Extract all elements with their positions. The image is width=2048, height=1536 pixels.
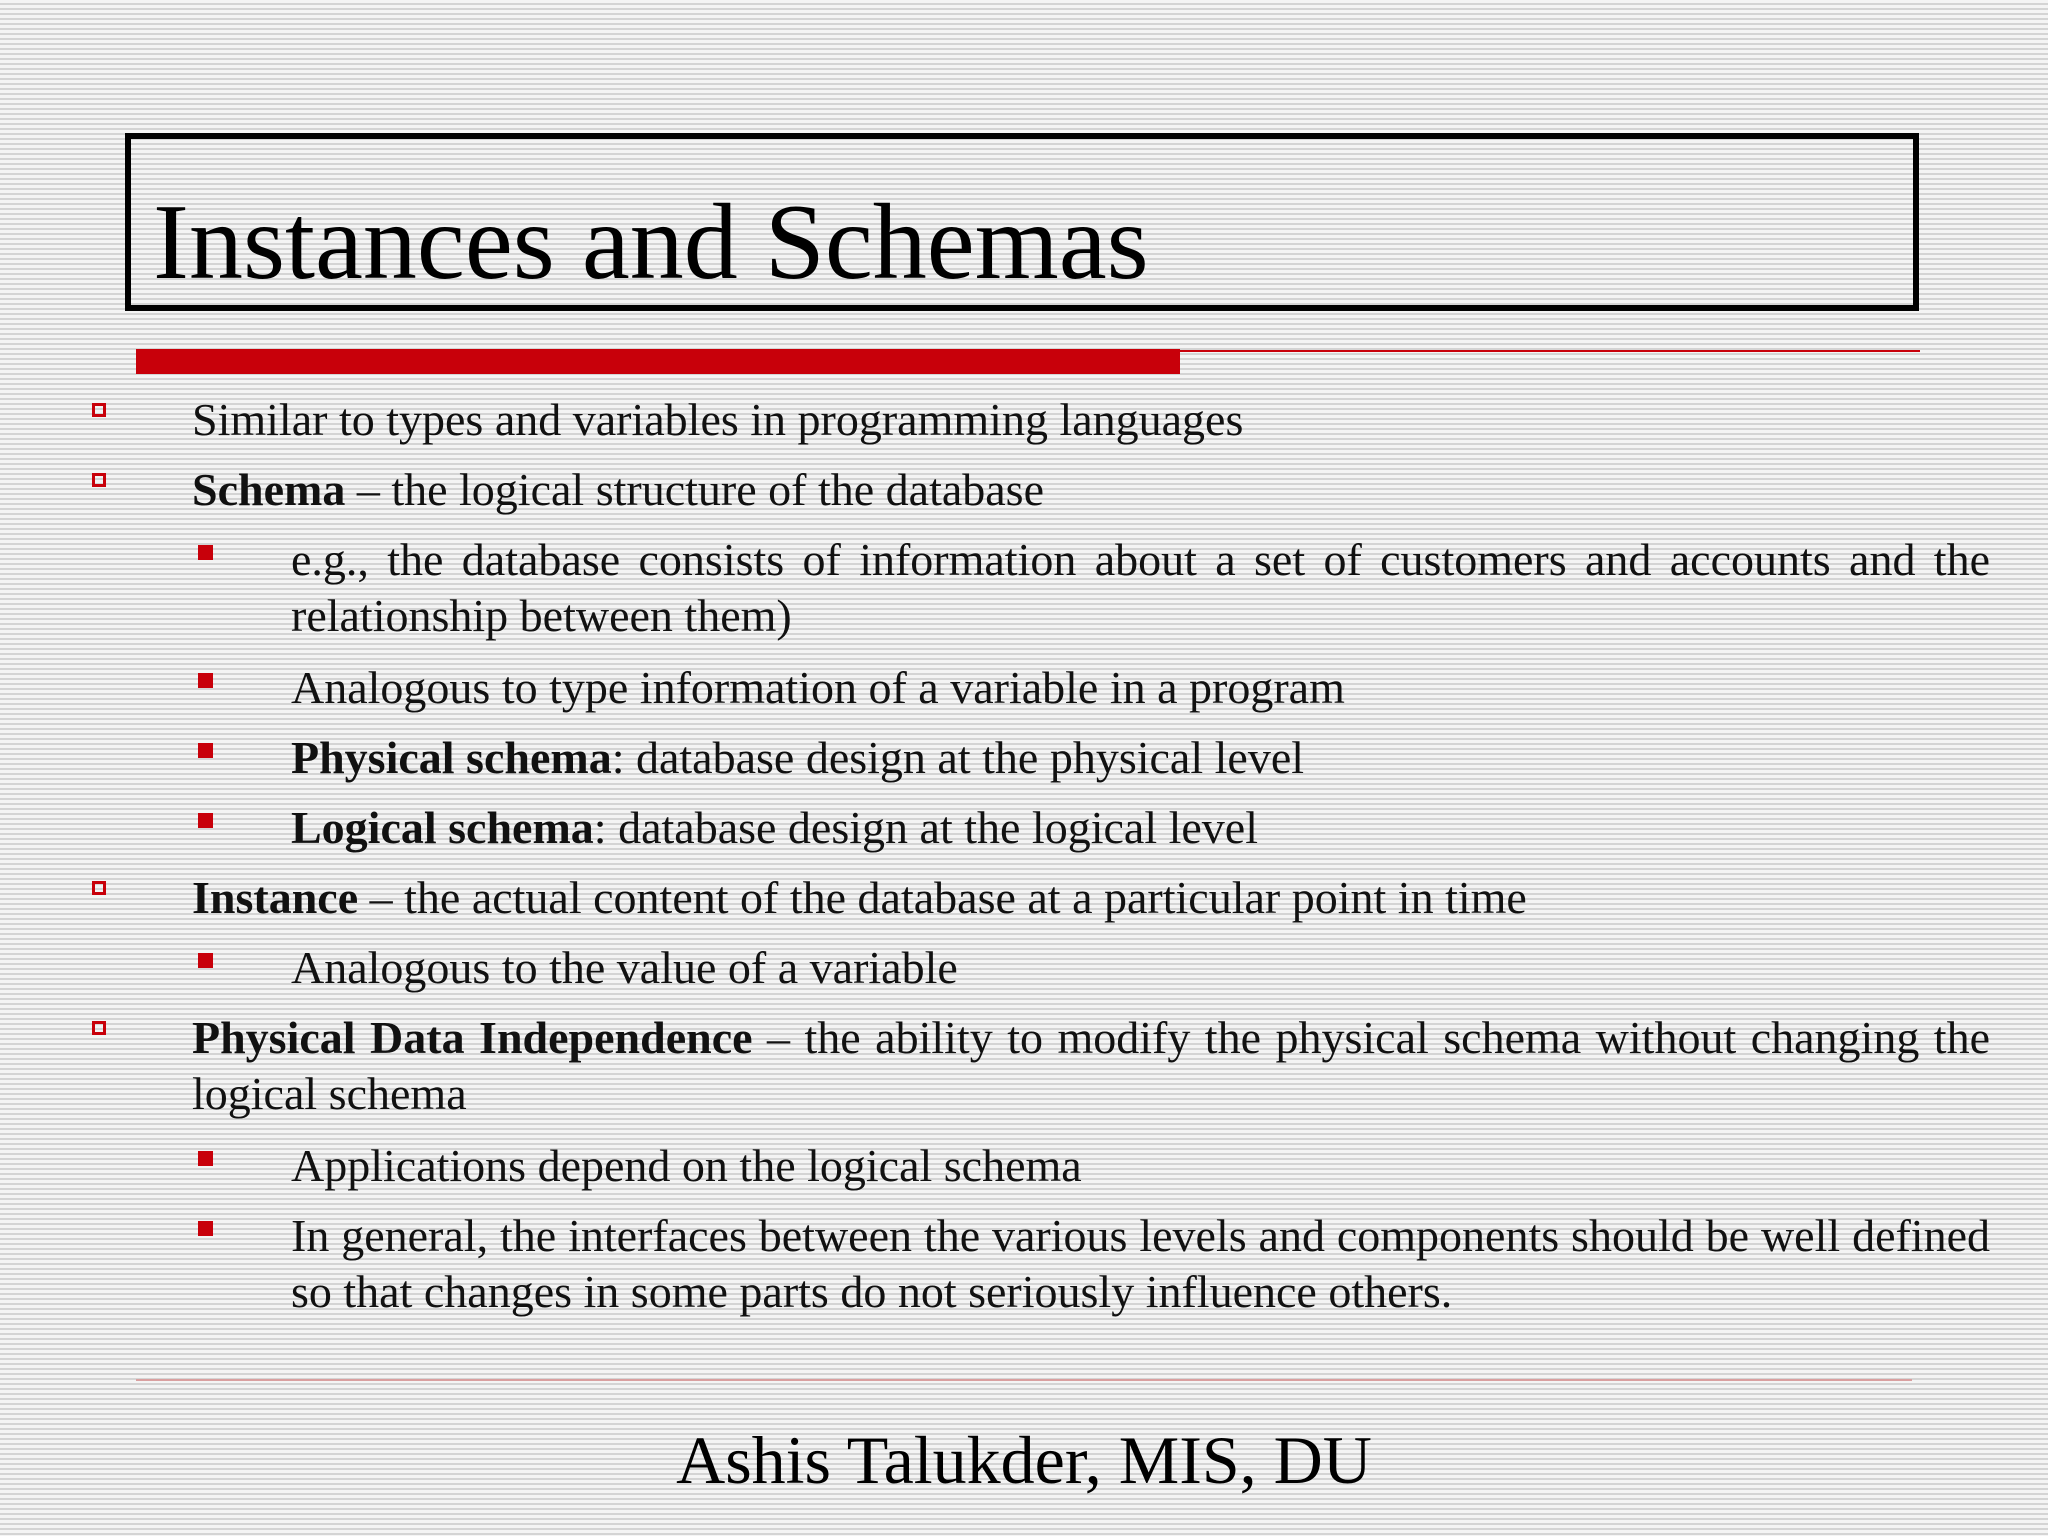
filled-square-bullet-icon <box>198 545 213 560</box>
hollow-square-bullet-icon <box>92 881 106 895</box>
bullet-item <box>291 1138 1990 1194</box>
bullet-text: Applications depend on the logical schema <box>291 1140 1082 1191</box>
bullet-term: Physical Data Independence <box>192 1012 753 1063</box>
bullet-item <box>192 392 1990 448</box>
bullet-item <box>291 1208 1990 1320</box>
bullet-item <box>192 462 1990 518</box>
bullet-term: Instance <box>192 872 359 923</box>
bullet-text: – the ability to modify the physical schema without changing the logical schema <box>192 1012 1990 1119</box>
bullet-text: : database design at the physical level <box>611 732 1305 783</box>
bullet-item <box>291 940 1990 996</box>
filled-square-bullet-icon <box>198 743 213 758</box>
filled-square-bullet-icon <box>198 673 213 688</box>
bullet-item <box>291 660 1990 716</box>
slide-title: Instances and Schemas <box>153 183 1149 302</box>
filled-square-bullet-icon <box>198 1151 213 1166</box>
bullet-term: Schema <box>192 464 346 515</box>
bullet-item <box>192 1010 1990 1122</box>
hollow-square-bullet-icon <box>92 403 106 417</box>
filled-square-bullet-icon <box>198 953 213 968</box>
title-underline-bar <box>136 349 1180 374</box>
title-underline-rule <box>1180 350 1920 352</box>
bullet-text: – the actual content of the database at a particular point in time <box>358 872 1527 923</box>
bullet-text: Analogous to the value of a variable <box>291 942 958 993</box>
bullet-item <box>291 532 1990 644</box>
bullet-text: Similar to types and variables in programming languages <box>192 394 1244 445</box>
filled-square-bullet-icon <box>198 1221 213 1236</box>
bullet-item <box>291 730 1990 786</box>
bullet-text: Analogous to type information of a variable in a program <box>291 662 1345 713</box>
filled-square-bullet-icon <box>198 813 213 828</box>
hollow-square-bullet-icon <box>92 1021 106 1035</box>
bullet-item <box>291 800 1990 856</box>
bullet-term: Logical schema <box>291 802 594 853</box>
bullet-text: : database design at the logical level <box>593 802 1258 853</box>
bullet-text: In general, the interfaces between the various levels and components should be well defined so that changes in some parts do not seriously influence others. <box>291 1210 1990 1317</box>
bullet-item <box>192 870 1990 926</box>
title-box <box>125 133 1919 311</box>
bullet-text: – the logical structure of the database <box>345 464 1044 515</box>
hollow-square-bullet-icon <box>92 473 106 487</box>
footer-divider <box>136 1379 1912 1381</box>
slide-footer: Ashis Talukder, MIS, DU <box>676 1422 1372 1498</box>
bullet-text: e.g., the database consists of information about a set of customers and accounts and the relationship between them) <box>291 534 1990 641</box>
bullet-term: Physical schema <box>291 732 612 783</box>
